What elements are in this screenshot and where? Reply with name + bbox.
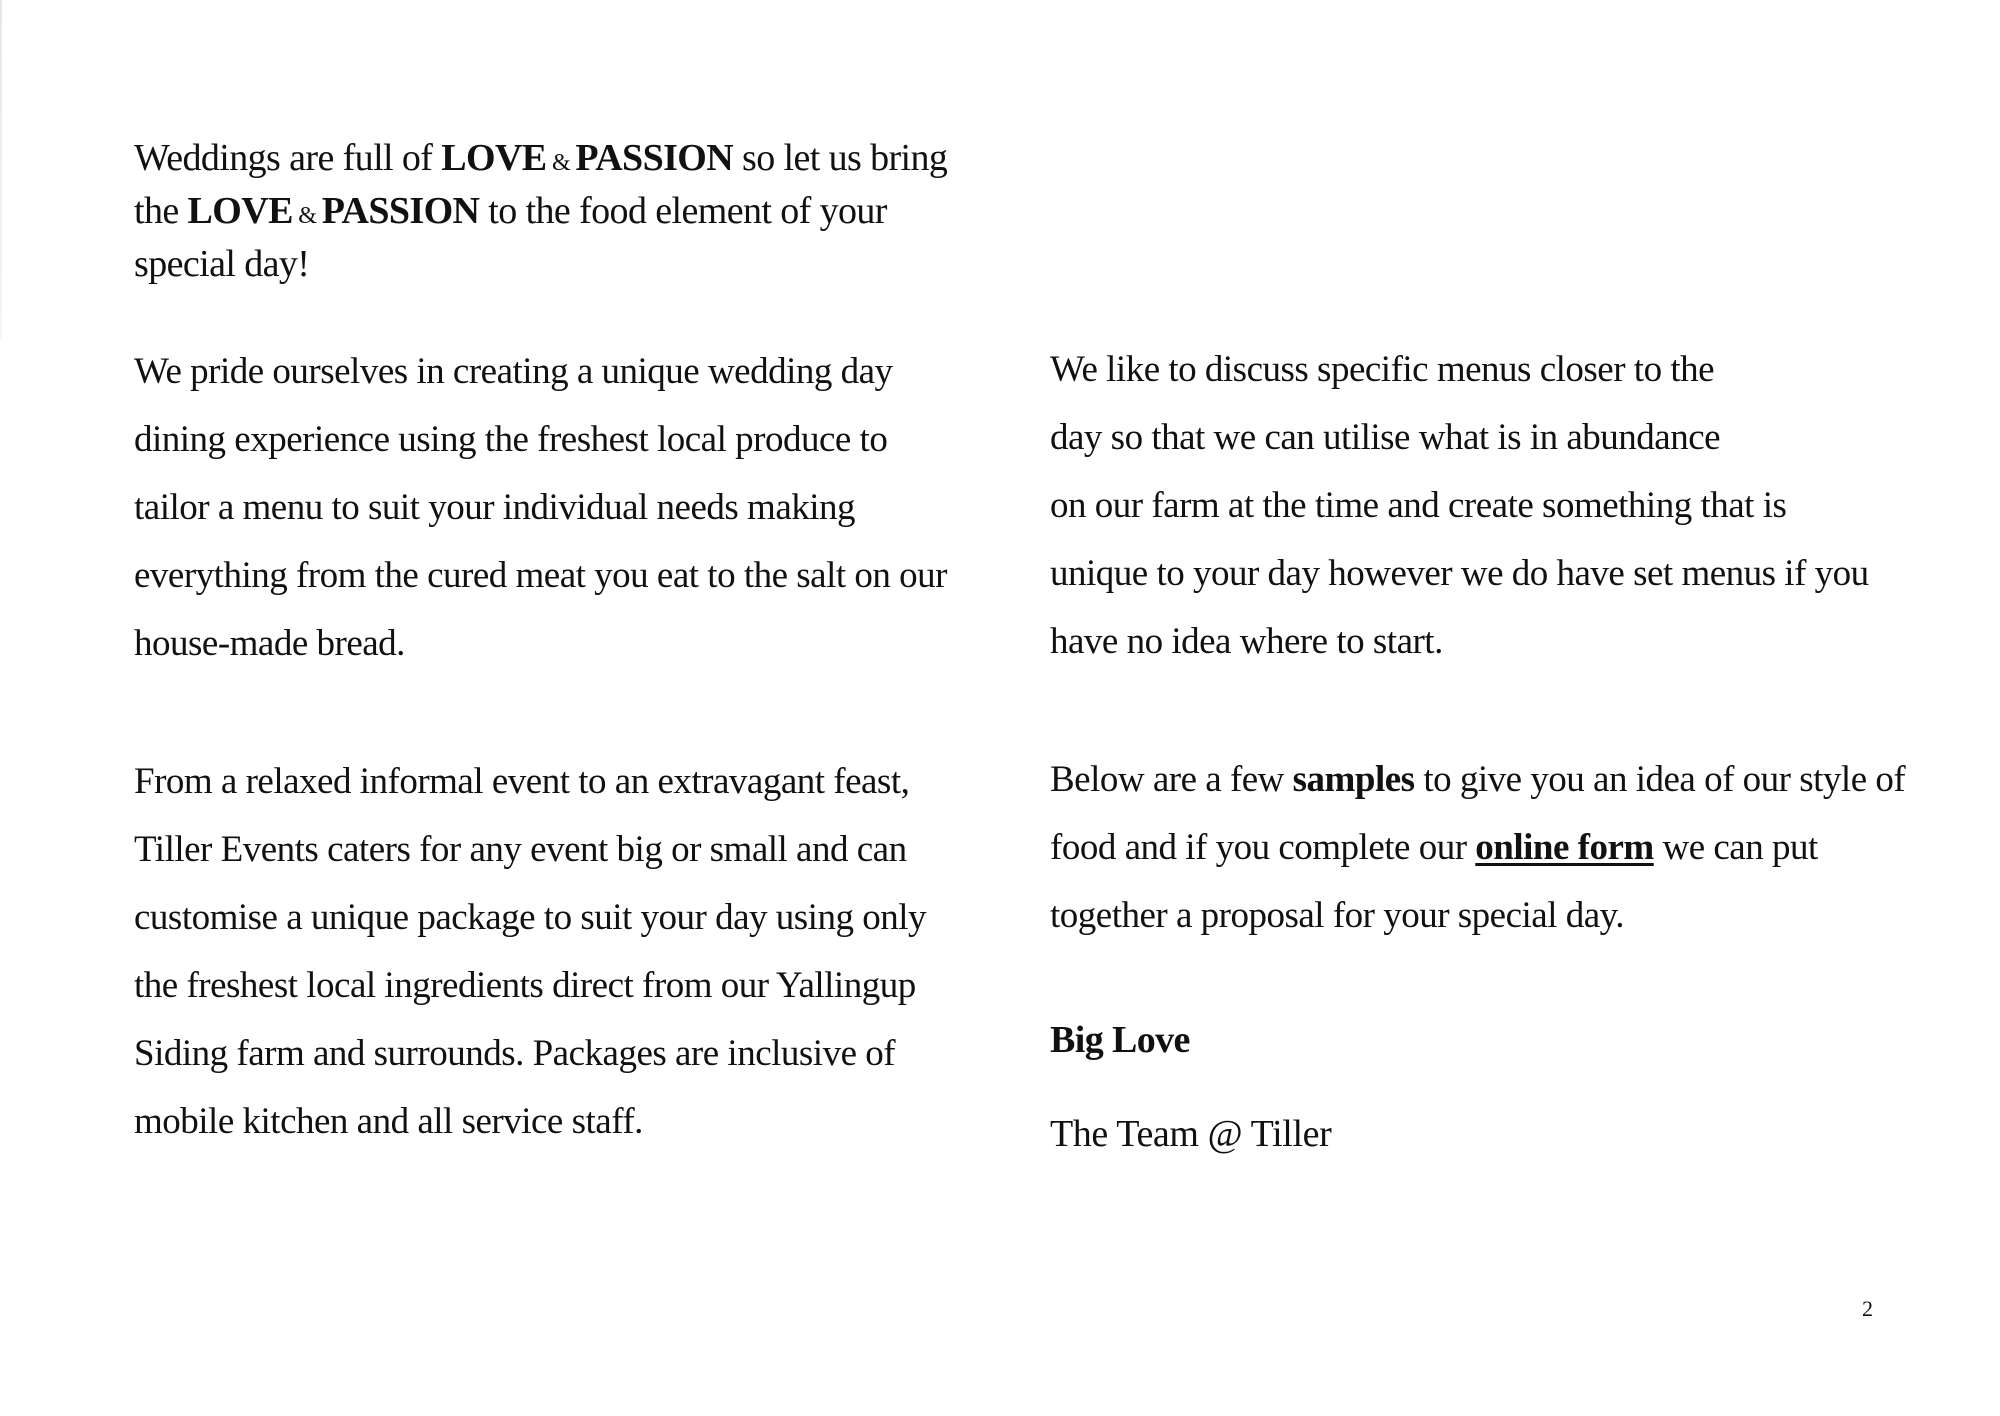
menus-paragraph: We like to discuss specific menus closer to the day so that we can utilise what is in abundance on our farm at the time and create something that is unique to your day however we do have set menus if you have no idea where to start. [1050,349,1869,662]
samples-paragraph: Below are a few samples to give you an idea of our style of food and if you complete our online form we can put together a proposal for your special day. [1050,759,1906,936]
intro-paragraph [134,134,974,288]
signature-team: The Team @ Tiller [1050,1113,1332,1155]
page-edge-shadow [0,0,2,340]
left-column-paragraph-2 [134,748,974,1156]
love-emphasis: LOVE [187,190,293,232]
left-column-paragraph-1 [134,338,974,678]
signoff-big-love: Big Love [1050,1019,1190,1061]
pride-paragraph: We pride ourselves in creating a unique wedding day dining experience using the freshest local produce to tailor a menu to suit your individual needs making everything from the cured meat you eat to the salt on our house-made bread. [134,351,947,664]
ampersand: & [546,150,576,176]
right-column-paragraph-1 [1050,336,1890,676]
passion-emphasis: PASSION [321,190,480,232]
page-number: 2 [1862,1296,1873,1321]
ampersand: & [292,203,322,229]
passion-emphasis: PASSION [575,137,734,179]
samples-emphasis: samples [1292,759,1415,800]
intro-line-3: special day! [134,243,310,285]
intro-line-2: the LOVE & PASSION to the food element of your [134,190,887,232]
right-column-paragraph-2 [1050,746,1906,950]
online-form-link[interactable]: online form [1475,827,1654,868]
events-paragraph: From a relaxed informal event to an extravagant feast, Tiller Events caters for any event big or small and can customise a unique package to suit your day using only the freshest local ingredients direct from our Yallingup Siding farm and surrounds. Packages are inclusive of mobile kitchen and all service staff. [134,761,926,1142]
intro-line-1: Weddings are full of LOVE & PASSION so let us bring [134,137,948,179]
love-emphasis: LOVE [441,137,547,179]
